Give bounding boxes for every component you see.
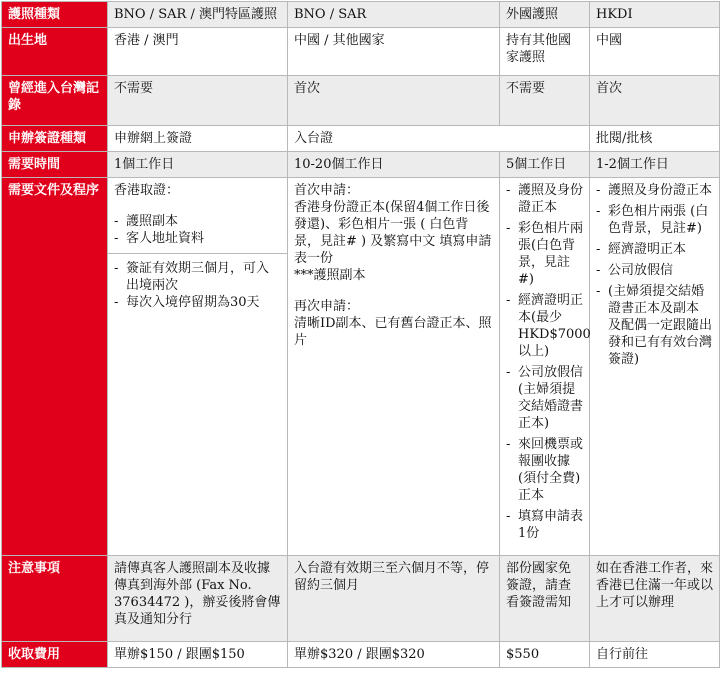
list-item: - 公司放假信 [596,262,713,279]
cell-entry-record-c4: 首次 [590,76,720,126]
list-item: - 護照及身份證正本 [506,182,583,216]
spacer [114,199,281,213]
list-item: - 護照及身份證正本 [596,182,713,199]
list-item: - 來回機票或報團收據(須付全費)正本 [506,436,583,504]
cell-documents-c3 [500,178,590,556]
list-item: - 填寫申請表1份 [506,508,583,542]
list-item: - 經濟證明正本(最少HKD$7000以上) [506,292,583,360]
cell-visa-type-c2: 入台證 [288,126,590,152]
row-label-notes: 注意事項 [2,556,108,642]
documents-c1-notes [114,260,281,311]
row-fees [2,642,720,668]
cell-fees-c2: 單辦$320 / 跟團$320 [288,642,500,668]
list-item: - 公司放假信(主婦須提交結婚證書正本) [506,364,583,432]
header-row [2,2,720,28]
cell-entry-record-c2: 首次 [288,76,500,126]
list-item: - (主婦須提交結婚證書正本及副本 及配偶一定跟隨出發和已有有效台灣簽證) [596,283,713,368]
cell-time-needed-c3: 5個工作日 [500,152,590,178]
cell-visa-type-c1: 申辦網上簽證 [108,126,288,152]
cell-visa-type-c4: 批閱/批核 [590,126,720,152]
cell-fees-c4: 自行前往 [590,642,720,668]
cell-birthplace-c4: 中國 [590,28,720,76]
documents-c2-again-text: 清晰ID副本、已有舊台證正本、照片 [294,316,492,348]
row-visa-type [2,126,720,152]
documents-c2-first-text: 香港身份證正本(保留4個工作日後發還)、彩色相片一張 ( 白色背景，見註# ) 及繁寫中文 填寫申請表一份 [294,200,492,266]
list-item: - 彩色相片兩張(白色背景，見註#) [506,220,583,288]
header-col-foreign: 外國護照 [500,2,590,28]
cell-time-needed-c2: 10-20個工作日 [288,152,500,178]
row-label-visa-type: 申辦簽證種類 [2,126,108,152]
documents-c2-again-title: 再次申請： [294,299,360,314]
row-entry-record [2,76,720,126]
row-birthplace [2,28,720,76]
cell-birthplace-c3: 持有其他國家護照 [500,28,590,76]
visa-requirements-table [1,1,720,668]
list-item: - 彩色相片兩張 (白色背景，見註#) [596,203,713,237]
row-label-birthplace: 出生地 [2,28,108,76]
cell-time-needed-c1: 1個工作日 [108,152,288,178]
cell-time-needed-c4: 1-2個工作日 [590,152,720,178]
documents-c2-first-title: 首次申請： [294,183,360,198]
list-item: - 經濟證明正本 [596,241,713,258]
cell-notes-c4: 如在香港工作者，來香港已住滿一年或以上才可以辦理 [590,556,720,642]
list-item: - 每次入境停留期為30天 [114,294,281,311]
header-col-bno-sar: BNO / SAR [288,2,500,28]
row-time-needed [2,152,720,178]
cell-birthplace-c2: 中國 / 其他國家 [288,28,500,76]
row-label-documents: 需要文件及程序 [2,178,108,556]
documents-c1-items [114,213,281,247]
list-item: - 客人地址資料 [114,230,281,247]
documents-c4-list [596,182,713,368]
cell-documents-c4 [590,178,720,556]
header-passport-type: 護照種類 [2,2,108,28]
list-item: - 護照副本 [114,213,281,230]
documents-c3-list [506,182,591,542]
list-item: - 簽証有效期三個月，可入出境兩次 [114,260,281,294]
documents-c1-title: 香港取證： [114,183,180,198]
cell-documents-c2 [288,178,500,556]
cell-documents-c1 [108,178,288,556]
cell-notes-c1: 請傳真客人護照副本及收據傳真到海外部 (Fax No. 37634472 )，辦妥後將會傳真及通知分行 [108,556,288,642]
row-label-fees: 收取費用 [2,642,108,668]
cell-notes-c2: 入台證有效期三至六個月不等，停留約三個月 [288,556,500,642]
cell-birthplace-c1: 香港 / 澳門 [108,28,288,76]
row-label-entry-record: 曾經進入台灣記錄 [2,76,108,126]
header-col-bno-sar-macau: BNO / SAR / 澳門特區護照 [108,2,288,28]
header-col-hkdi: HKDI [590,2,720,28]
row-notes [2,556,720,642]
cell-entry-record-c1: 不需要 [108,76,288,126]
spacer [294,284,493,298]
cell-fees-c3: $550 [500,642,590,668]
documents-c2-first-extra: ***護照副本 [294,268,366,283]
cell-notes-c3: 部份國家免簽證，請查看簽證需知 [500,556,590,642]
cell-fees-c1: 單辦$150 / 跟團$150 [108,642,288,668]
row-label-time-needed: 需要時間 [2,152,108,178]
documents-c1-notes-box [108,253,287,311]
row-documents [2,178,720,556]
cell-entry-record-c3: 不需要 [500,76,590,126]
